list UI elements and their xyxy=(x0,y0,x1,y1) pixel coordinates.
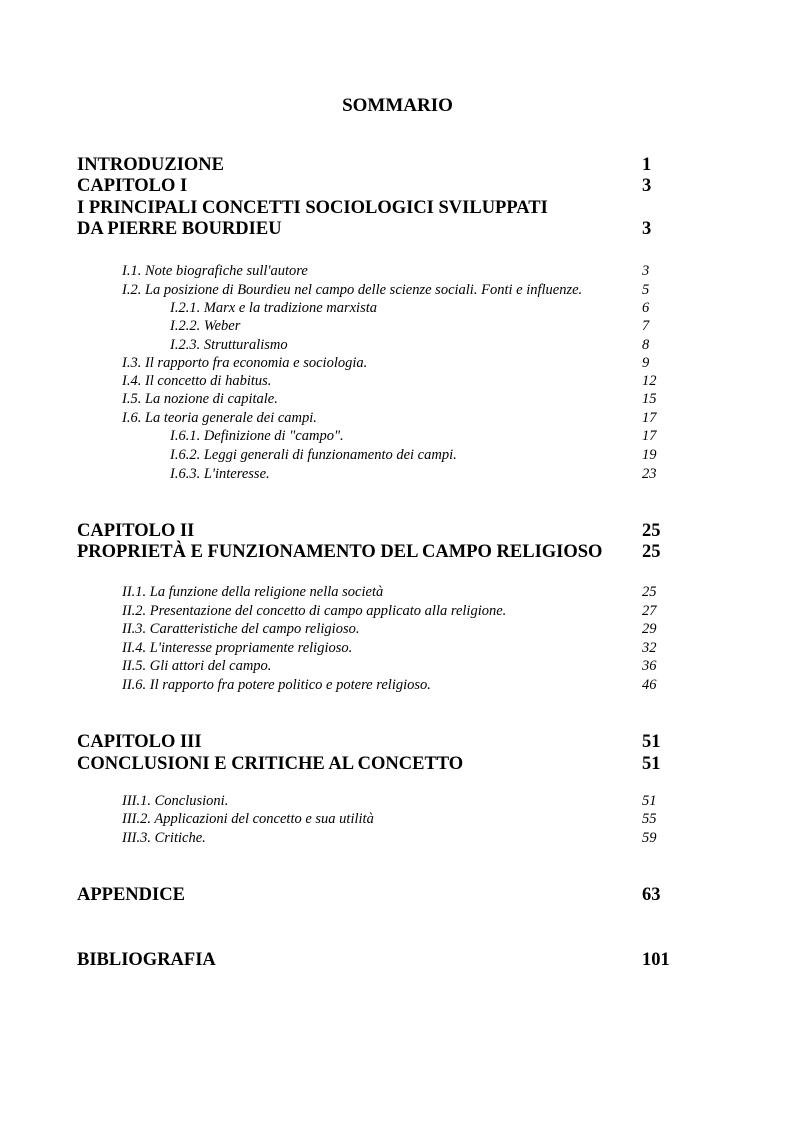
toc-entry-title: I.6. La teoria generale dei campi. xyxy=(122,410,317,426)
toc-entry-title: I.6.3. L'interesse. xyxy=(170,466,270,482)
toc-entry-title: I.6.1. Definizione di "campo". xyxy=(170,428,344,444)
toc-page-number: 12 xyxy=(642,373,657,389)
toc-entry-title: I.2.3. Strutturalismo xyxy=(170,337,288,353)
toc-page-number: 5 xyxy=(642,282,650,298)
toc-heading xyxy=(0,198,795,220)
toc-entry-title: CAPITOLO I xyxy=(77,176,188,196)
toc-page-number: 1 xyxy=(642,155,652,175)
toc-page-number: 59 xyxy=(642,830,657,846)
toc-entry-title: III.2. Applicazioni del concetto e sua utilità xyxy=(122,811,374,827)
toc-entry-title: I.6.2. Leggi generali di funzionamento dei campi. xyxy=(170,447,457,463)
toc-page-number: 25 xyxy=(642,542,661,562)
toc-page-number: 51 xyxy=(642,732,661,752)
toc-entry-title: PROPRIETÀ E FUNZIONAMENTO DEL CAMPO RELIGIOSO xyxy=(77,542,603,562)
toc-entry-title: CONCLUSIONI E CRITICHE AL CONCETTO xyxy=(77,754,464,774)
toc-page-number: 3 xyxy=(642,176,652,196)
toc-entry-title: II.6. Il rapporto fra potere politico e potere religioso. xyxy=(122,677,431,693)
toc-page-number: 3 xyxy=(642,219,652,239)
toc-entry xyxy=(0,677,795,699)
toc-entry-title: III.3. Critiche. xyxy=(122,830,206,846)
toc-page-number: 27 xyxy=(642,603,657,619)
toc-page-number: 19 xyxy=(642,447,657,463)
toc-entry-title: I PRINCIPALI CONCETTI SOCIOLOGICI SVILUPPATI xyxy=(77,198,548,218)
toc-entry-title: II.2. Presentazione del concetto di campo applicato alla religione. xyxy=(122,603,507,619)
toc-page-number: 3 xyxy=(642,263,650,279)
toc-page-number: 9 xyxy=(642,355,650,371)
toc-page-number: 7 xyxy=(642,318,650,334)
toc-heading xyxy=(0,542,795,564)
toc-entry-title: DA PIERRE BOURDIEU xyxy=(77,219,282,239)
toc-page-number: 25 xyxy=(642,584,657,600)
toc-heading xyxy=(0,176,795,198)
toc-page-number: 17 xyxy=(642,428,657,444)
toc-entry-title: I.1. Note biografiche sull'autore xyxy=(122,263,308,279)
page-title: SOMMARIO xyxy=(342,95,453,116)
toc-page-number: 55 xyxy=(642,811,657,827)
toc-page-number: 63 xyxy=(642,885,661,905)
toc-entry-title: II.1. La funzione della religione nella società xyxy=(122,584,384,600)
toc-entry-title: CAPITOLO III xyxy=(77,732,202,752)
toc-heading xyxy=(0,219,795,241)
toc-heading xyxy=(0,155,795,177)
toc-entry-title: I.2.2. Weber xyxy=(170,318,241,334)
toc-page-number: 101 xyxy=(642,950,670,970)
toc-entry xyxy=(0,830,795,852)
toc-entry-title: I.3. Il rapporto fra economia e sociologia. xyxy=(122,355,368,371)
toc-page-number: 6 xyxy=(642,300,650,316)
toc-heading xyxy=(0,732,795,754)
toc-page-number: 51 xyxy=(642,754,661,774)
toc-page-number: 15 xyxy=(642,391,657,407)
toc-heading xyxy=(0,754,795,776)
toc-page-number: 25 xyxy=(642,521,661,541)
toc-entry-title: I.4. Il concetto di habitus. xyxy=(122,373,272,389)
toc-entry-title: BIBLIOGRAFIA xyxy=(77,950,216,970)
toc-page-number: 8 xyxy=(642,337,650,353)
toc-entry-title: INTRODUZIONE xyxy=(77,155,224,175)
toc-page-number: 36 xyxy=(642,658,657,674)
toc-entry-title: II.5. Gli attori del campo. xyxy=(122,658,272,674)
toc-entry-title: I.2. La posizione di Bourdieu nel campo delle scienze sociali. Fonti e influenze. xyxy=(122,282,583,298)
toc-entry-title: II.4. L'interesse propriamente religioso. xyxy=(122,640,353,656)
toc-page-number: 51 xyxy=(642,793,657,809)
toc-entry-title: I.2.1. Marx e la tradizione marxista xyxy=(170,300,378,316)
toc-heading xyxy=(0,521,795,543)
toc-page-number: 17 xyxy=(642,410,657,426)
toc-heading xyxy=(0,950,795,972)
toc-page-number: 46 xyxy=(642,677,657,693)
toc-entry-title: I.5. La nozione di capitale. xyxy=(122,391,278,407)
toc-page-number: 23 xyxy=(642,466,657,482)
toc-page-number: 32 xyxy=(642,640,657,656)
toc-entry-title: III.1. Conclusioni. xyxy=(122,793,229,809)
toc-page-number: 29 xyxy=(642,621,657,637)
toc-entry xyxy=(0,466,795,488)
toc-heading xyxy=(0,885,795,907)
toc-entry-title: II.3. Caratteristiche del campo religioso. xyxy=(122,621,360,637)
toc-entry-title: CAPITOLO II xyxy=(77,521,195,541)
toc-entry-title: APPENDICE xyxy=(77,885,185,905)
